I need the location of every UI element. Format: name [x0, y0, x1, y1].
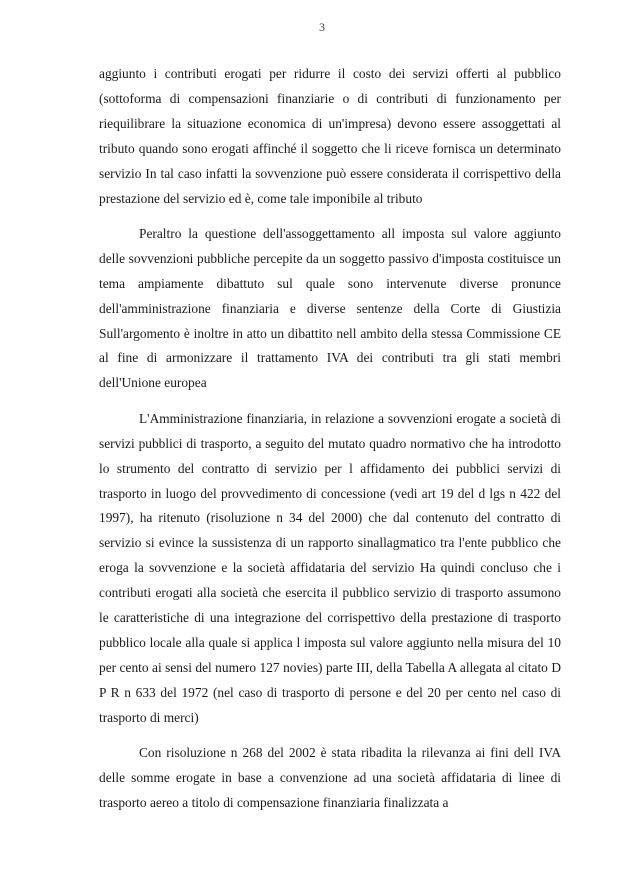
paragraph-4: Con risoluzione n 268 del 2002 è stata ribadita la rilevanza ai fini dell IVA delle somme erogate in base a convenzione ad una società affidataria di linee di trasporto aereo a titolo di compensazione finanziaria finalizzata a [99, 745, 561, 810]
page-number: 3 [319, 20, 325, 34]
paragraph-1: aggiunto i contributi erogati per ridurre il costo dei servizi offerti al pubblico (sottoforma di compensazioni finanziarie o di contributi di funzionamento per riequilibrare la situazione economica di un'impresa) devono essere assoggettati al tributo quando sono erogati affinché il soggetto che li riceve fornisca un determinato servizio In tal caso infatti la sovvenzione può essere considerata il corrispettivo della prestazione del servizio ed è, come tale imponibile al tributo [99, 66, 561, 206]
document-body [99, 62, 561, 816]
paragraph-2: Peraltro la questione dell'assoggettamento all imposta sul valore aggiunto delle sovvenzioni pubbliche percepite da un soggetto passivo d'imposta costituisce un tema ampiamente dibattuto sul quale sono intervenute diverse pronunce dell'amministrazione finanziaria e diverse sentenze della Corte di Giustizia Sull'argomento è inoltre in atto un dibattito nell ambito della stessa Commissione CE al fine di armonizzare il trattamento IVA dei contributi tra gli stati membri dell'Unione europea [99, 225, 561, 391]
paragraph-3: L'Amministrazione finanziaria, in relazione a sovvenzioni erogate a società di servizi pubblici di trasporto, a seguito del mutato quadro normativo che ha introdotto lo strumento del contratto di servizio per l affidamento dei pubblici servizi di trasporto in luogo del provvedimento di concessione (vedi art 19 del d lgs n 422 del 1997), ha ritenuto (risoluzione n 34 del 2000) che dal contenuto del contratto di servizio si evince la sussistenza di un rapporto sinallagmatico tra l'ente pubblico che eroga la sovvenzione e la società affidataria del servizio Ha quindi concluso che i contributi erogati alla società che esercita il pubblico servizio di trasporto assumono le caratteristiche di una integrazione del corrispettivo della prestazione di trasporto pubblico locale alla quale si applica l imposta sul valore aggiunto nella misura del 10 per cento ai sensi del numero 127 novies) parte III, della Tabella A allegata al citato D P R n 633 del 1972 (nel caso di trasporto di persone e del 20 per cento nel caso di trasporto di merci) [99, 410, 561, 725]
